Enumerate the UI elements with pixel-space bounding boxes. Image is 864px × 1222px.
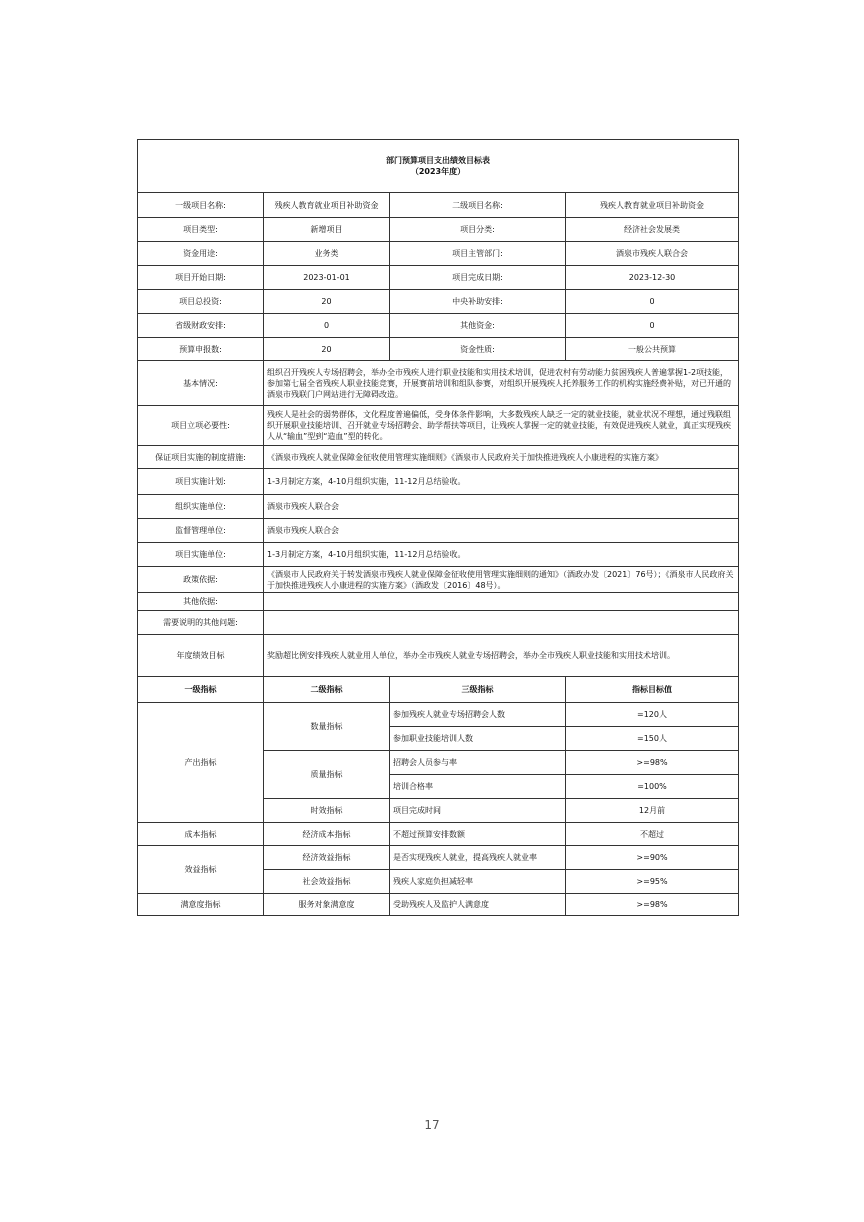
title-line-1: 部门预算项目支出绩效目标表 xyxy=(386,156,490,165)
value-cell: 经济社会发展类 xyxy=(566,218,739,242)
level1-satisfaction: 满意度指标 xyxy=(138,894,264,916)
table-row xyxy=(138,593,739,611)
header-cell: 一级指标 xyxy=(138,677,264,703)
value-cell: 2023-01-01 xyxy=(264,266,390,290)
table-row xyxy=(138,495,739,519)
table-row xyxy=(138,703,739,727)
table-row xyxy=(138,314,739,338)
label-cell: 需要说明的其他问题: xyxy=(138,611,264,635)
label-cell: 年度绩效目标 xyxy=(138,635,264,677)
table-row xyxy=(138,611,739,635)
target-value-cell: 12月前 xyxy=(566,799,739,823)
indicator-header-row xyxy=(138,677,739,703)
text-cell: 1-3月制定方案，4-10月组织实施，11-12月总结验收。 xyxy=(264,543,739,567)
level2-social-benefit: 社会效益指标 xyxy=(264,870,390,894)
level2-quality: 质量指标 xyxy=(264,751,390,799)
table-row xyxy=(138,823,739,846)
level2-econ-benefit: 经济效益指标 xyxy=(264,846,390,870)
target-value-cell: =120人 xyxy=(566,703,739,727)
level3-cell: 残疾人家庭负担减轻率 xyxy=(390,870,566,894)
table-row xyxy=(138,519,739,543)
target-value-cell: 不超过 xyxy=(566,823,739,846)
value-cell: 一般公共预算 xyxy=(566,338,739,361)
label-cell: 资金用途: xyxy=(138,242,264,266)
level3-cell: 参加职业技能培训人数 xyxy=(390,727,566,751)
label-cell: 二级项目名称: xyxy=(390,193,566,218)
table-row xyxy=(138,242,739,266)
label-cell: 项目立项必要性: xyxy=(138,406,264,446)
label-cell: 项目开始日期: xyxy=(138,266,264,290)
label-cell: 资金性质: xyxy=(390,338,566,361)
target-value-cell: >=90% xyxy=(566,846,739,870)
performance-target-form xyxy=(137,139,738,916)
level2-econ-cost: 经济成本指标 xyxy=(264,823,390,846)
header-cell: 三级指标 xyxy=(390,677,566,703)
level3-cell: 培训合格率 xyxy=(390,775,566,799)
label-cell: 项目分类: xyxy=(390,218,566,242)
table-row xyxy=(138,361,739,406)
level1-benefit: 效益指标 xyxy=(138,846,264,894)
page-number: 17 xyxy=(424,1118,440,1132)
value-cell: 新增项目 xyxy=(264,218,390,242)
form-table xyxy=(137,139,739,916)
target-value-cell: >=98% xyxy=(566,894,739,916)
target-value-cell: =100% xyxy=(566,775,739,799)
label-cell: 保证项目实施的制度措施: xyxy=(138,446,264,469)
text-cell: 组织召开残疾人专场招聘会，举办全市残疾人进行职业技能和实用技术培训，促进农村有劳动能力贫困残疾人普遍掌握1-2项技能，参加第七届全省残疾人职业技能竞赛，开展赛前培训和组队参赛，对组织开展残疾人托养服务工作的机构实施经费补贴，对已开通的酒泉市残联门户网站进行无障碍改造。 xyxy=(264,361,739,406)
value-cell: 0 xyxy=(264,314,390,338)
text-cell xyxy=(264,593,739,611)
header-cell: 指标目标值 xyxy=(566,677,739,703)
level3-cell: 是否实现残疾人就业，提高残疾人就业率 xyxy=(390,846,566,870)
level2-timeliness: 时效指标 xyxy=(264,799,390,823)
text-cell: 残疾人是社会的弱势群体，文化程度普遍偏低，受身体条件影响，大多数残疾人缺乏一定的就业技能，就业状况不理想，通过残联组织开展职业技能培训、召开就业专场招聘会、助学帮扶等项目，让残疾人掌握一定的就业技能，有效促进残疾人就业，真正实现残疾人从“输血”型到“造血”型的转化。 xyxy=(264,406,739,446)
text-cell: 酒泉市残疾人联合会 xyxy=(264,495,739,519)
form-title xyxy=(138,140,739,193)
value-cell: 20 xyxy=(264,338,390,361)
table-row xyxy=(138,218,739,242)
table-row xyxy=(138,543,739,567)
level1-output: 产出指标 xyxy=(138,703,264,823)
text-cell: 奖励超比例安排残疾人就业用人单位，举办全市残疾人就业专场招聘会，举办全市残疾人职业技能和实用技术培训。 xyxy=(264,635,739,677)
value-cell: 业务类 xyxy=(264,242,390,266)
value-cell: 20 xyxy=(264,290,390,314)
label-cell: 政策依据: xyxy=(138,567,264,593)
label-cell: 监督管理单位: xyxy=(138,519,264,543)
label-cell: 一级项目名称: xyxy=(138,193,264,218)
table-row xyxy=(138,446,739,469)
title-line-2: （2023年度） xyxy=(410,167,466,176)
level2-service-satisfaction: 服务对象满意度 xyxy=(264,894,390,916)
value-cell: 酒泉市残疾人联合会 xyxy=(566,242,739,266)
text-cell: 酒泉市残疾人联合会 xyxy=(264,519,739,543)
level3-cell: 参加残疾人就业专场招聘会人数 xyxy=(390,703,566,727)
target-value-cell: =150人 xyxy=(566,727,739,751)
label-cell: 其他依据: xyxy=(138,593,264,611)
level3-cell: 招聘会人员参与率 xyxy=(390,751,566,775)
table-row xyxy=(138,266,739,290)
text-cell: 1-3月制定方案，4-10月组织实施，11-12月总结验收。 xyxy=(264,469,739,495)
value-cell: 残疾人教育就业项目补助资金 xyxy=(566,193,739,218)
label-cell: 项目总投资: xyxy=(138,290,264,314)
label-cell: 项目实施单位: xyxy=(138,543,264,567)
table-row xyxy=(138,290,739,314)
label-cell: 项目主管部门: xyxy=(390,242,566,266)
label-cell: 组织实施单位: xyxy=(138,495,264,519)
level2-quantity: 数量指标 xyxy=(264,703,390,751)
header-cell: 二级指标 xyxy=(264,677,390,703)
target-value-cell: >=95% xyxy=(566,870,739,894)
table-row xyxy=(138,338,739,361)
text-cell: 《酒泉市人民政府关于转发酒泉市残疾人就业保障金征收使用管理实施细则的通知》（酒政办发〔2021〕76号）；《酒泉市人民政府关于加快推进残疾人小康进程的实施方案》（酒政发〔2016〕48号）。 xyxy=(264,567,739,593)
level3-cell: 受助残疾人及监护人满意度 xyxy=(390,894,566,916)
table-row xyxy=(138,894,739,916)
table-row xyxy=(138,406,739,446)
table-row xyxy=(138,635,739,677)
target-value-cell: >=98% xyxy=(566,751,739,775)
level3-cell: 不超过预算安排数额 xyxy=(390,823,566,846)
label-cell: 项目完成日期: xyxy=(390,266,566,290)
value-cell: 0 xyxy=(566,290,739,314)
label-cell: 省级财政安排: xyxy=(138,314,264,338)
label-cell: 项目实施计划: xyxy=(138,469,264,495)
value-cell: 残疾人教育就业项目补助资金 xyxy=(264,193,390,218)
value-cell: 0 xyxy=(566,314,739,338)
text-cell: 《酒泉市残疾人就业保障金征收使用管理实施细则》《酒泉市人民政府关于加快推进残疾人小康进程的实施方案》 xyxy=(264,446,739,469)
level1-cost: 成本指标 xyxy=(138,823,264,846)
level3-cell: 项目完成时间 xyxy=(390,799,566,823)
table-row xyxy=(138,567,739,593)
label-cell: 其他资金: xyxy=(390,314,566,338)
label-cell: 中央补助安排: xyxy=(390,290,566,314)
label-cell: 项目类型: xyxy=(138,218,264,242)
label-cell: 基本情况: xyxy=(138,361,264,406)
label-cell: 预算申报数: xyxy=(138,338,264,361)
value-cell: 2023-12-30 xyxy=(566,266,739,290)
table-row xyxy=(138,846,739,870)
table-row xyxy=(138,469,739,495)
table-row xyxy=(138,193,739,218)
text-cell xyxy=(264,611,739,635)
